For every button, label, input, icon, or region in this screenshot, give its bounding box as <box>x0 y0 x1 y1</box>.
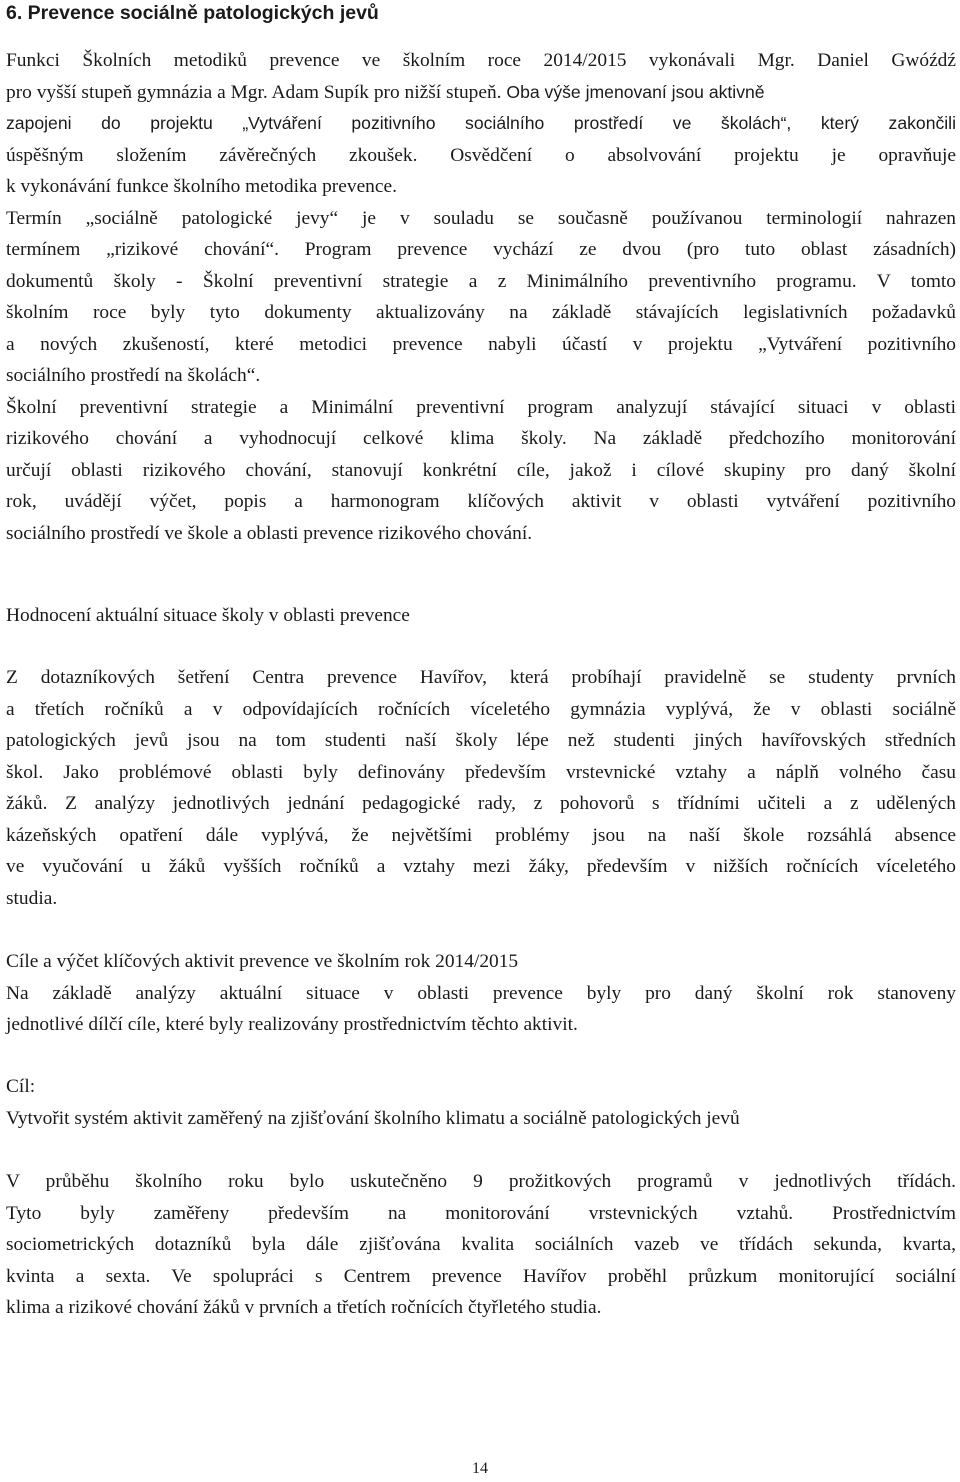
text-line: patologických jevů jsou na tom studenti naší školy lépe než studenti jiných havířovských středních <box>6 730 956 751</box>
text-line: dokumentů školy - Školní preventivní strategie a z Minimálního preventivního programu. V tomto <box>6 270 956 292</box>
text-line: ve vyučování u žáků vyšších ročníků a vztahy mezi žáky, především v nižších ročnících víceletého <box>6 856 956 877</box>
text-line: a třetích ročníků a v odpovídajících ročnících víceletého gymnázia vyplývá, že v oblasti sociálně <box>6 698 956 720</box>
goal-label: Cíl: <box>6 1076 36 1097</box>
section-title: 6. Prevence sociálně patologických jevů <box>6 2 379 24</box>
text-line: sociálního prostředí na školách“. <box>6 365 261 386</box>
goals-section <box>6 946 956 1041</box>
text-segment <box>6 82 765 103</box>
goals-heading: Cíle a výčet klíčových aktivit prevence ve školním rok 2014/2015 <box>6 951 519 972</box>
text-line: určují oblasti rizikového chování, stanovují konkrétní cíle, jakož i cílové skupiny pro daný školní <box>6 459 956 481</box>
text-line: škol. Jako problémové oblasti byly definovány především vrstevnické vztahy a náplň volného času <box>6 761 956 783</box>
goal-text: Vytvořit systém aktivit zaměřený na zjišťování školního klimatu a sociálně patologických jevů <box>6 1107 740 1129</box>
text-line: rok, uvádějí výčet, popis a harmonogram klíčových aktivit v oblasti vytváření pozitivního <box>6 491 956 512</box>
text-line: žáků. Z analýzy jednotlivých jednání pedagogické rady, z pohovorů s třídními učiteli a z udělených <box>6 793 956 814</box>
closing-paragraph <box>6 1166 956 1324</box>
goal-block <box>6 1071 956 1134</box>
text-line: školním roce byly tyto dokumenty aktualizovány na základě stávajících legislativních požadavků <box>6 302 956 323</box>
text-line: Termín „sociálně patologické jevy“ je v souladu se současně používanou terminologií nahrazen <box>6 207 956 229</box>
text-line: Funkci Školních metodiků prevence ve školním roce 2014/2015 vykonávali Mgr. Daniel Gwóźdź <box>6 50 956 71</box>
text-line: kvinta a sexta. Ve spolupráci s Centrem prevence Havířov proběhl průzkum monitorující sociální <box>6 1265 956 1287</box>
intro-paragraph <box>6 45 956 549</box>
text-line: V průběhu školního roku bylo uskutečněno 9 prožitkových programů v jednotlivých třídách. <box>6 1171 956 1192</box>
text-line: Z dotazníkových šetření Centra prevence Havířov, která probíhají pravidelně se studenty prvních <box>6 667 956 688</box>
assessment-heading-block <box>6 600 956 632</box>
assessment-heading: Hodnocení aktuální situace školy v oblasti prevence <box>6 605 410 626</box>
text-segment-sans: Oba výše jmenovaní jsou aktivně <box>501 81 765 102</box>
text-line: Tyto byly zaměřeny především na monitorování vrstevnických vztahů. Prostřednictvím <box>6 1202 956 1224</box>
text-line: a nových zkušeností, které metodici prevence nabyli účastí v projektu „Vytváření pozitivního <box>6 333 956 355</box>
page-number: 14 <box>472 1460 488 1477</box>
text-line: k vykonávání funkce školního metodika prevence. <box>6 176 397 197</box>
assessment-paragraph <box>6 662 956 914</box>
text-line: termínem „rizikové chování“. Program prevence vychází ze dvou (pro tuto oblast zásadních) <box>6 239 956 260</box>
text-line: kázeňských opatření dále vyplývá, že největšími problémy jsou na naší škole rozsáhlá absence <box>6 824 956 846</box>
text-line: studia. <box>6 887 58 909</box>
text-segment-serif: pro vyšší stupeň gymnázia a Mgr. Adam Supík pro nižší stupeň. <box>6 81 502 103</box>
text-line: Na základě analýzy aktuální situace v oblasti prevence byly pro daný školní rok stanoveny <box>6 982 956 1004</box>
text-line <box>6 77 956 109</box>
text-line: rizikového chování a vyhodnocují celkové klima školy. Na základě předchozího monitorování <box>6 428 956 449</box>
text-line: zapojeni do projektu „Vytváření pozitivního sociálního prostředí ve školách“, který zakončili <box>6 113 956 133</box>
text-line: Školní preventivní strategie a Minimální preventivní program analyzují stávající situaci v oblasti <box>6 396 956 418</box>
text-line: klima a rizikové chování žáků v prvních a třetích ročnících čtyřletého studia. <box>6 1297 602 1318</box>
text-line: sociálního prostředí ve škole a oblasti prevence rizikového chování. <box>6 522 533 544</box>
text-line: sociometrických dotazníků byla dále zjišťována kvalita sociálních vazeb ve třídách sekunda, kvarta, <box>6 1234 956 1255</box>
text-line: úspěšným složením závěrečných zkoušek. Osvědčení o absolvování projektu je opravňuje <box>6 144 956 166</box>
text-line: jednotlivé dílčí cíle, které byly realizovány prostřednictvím těchto aktivit. <box>6 1014 578 1035</box>
